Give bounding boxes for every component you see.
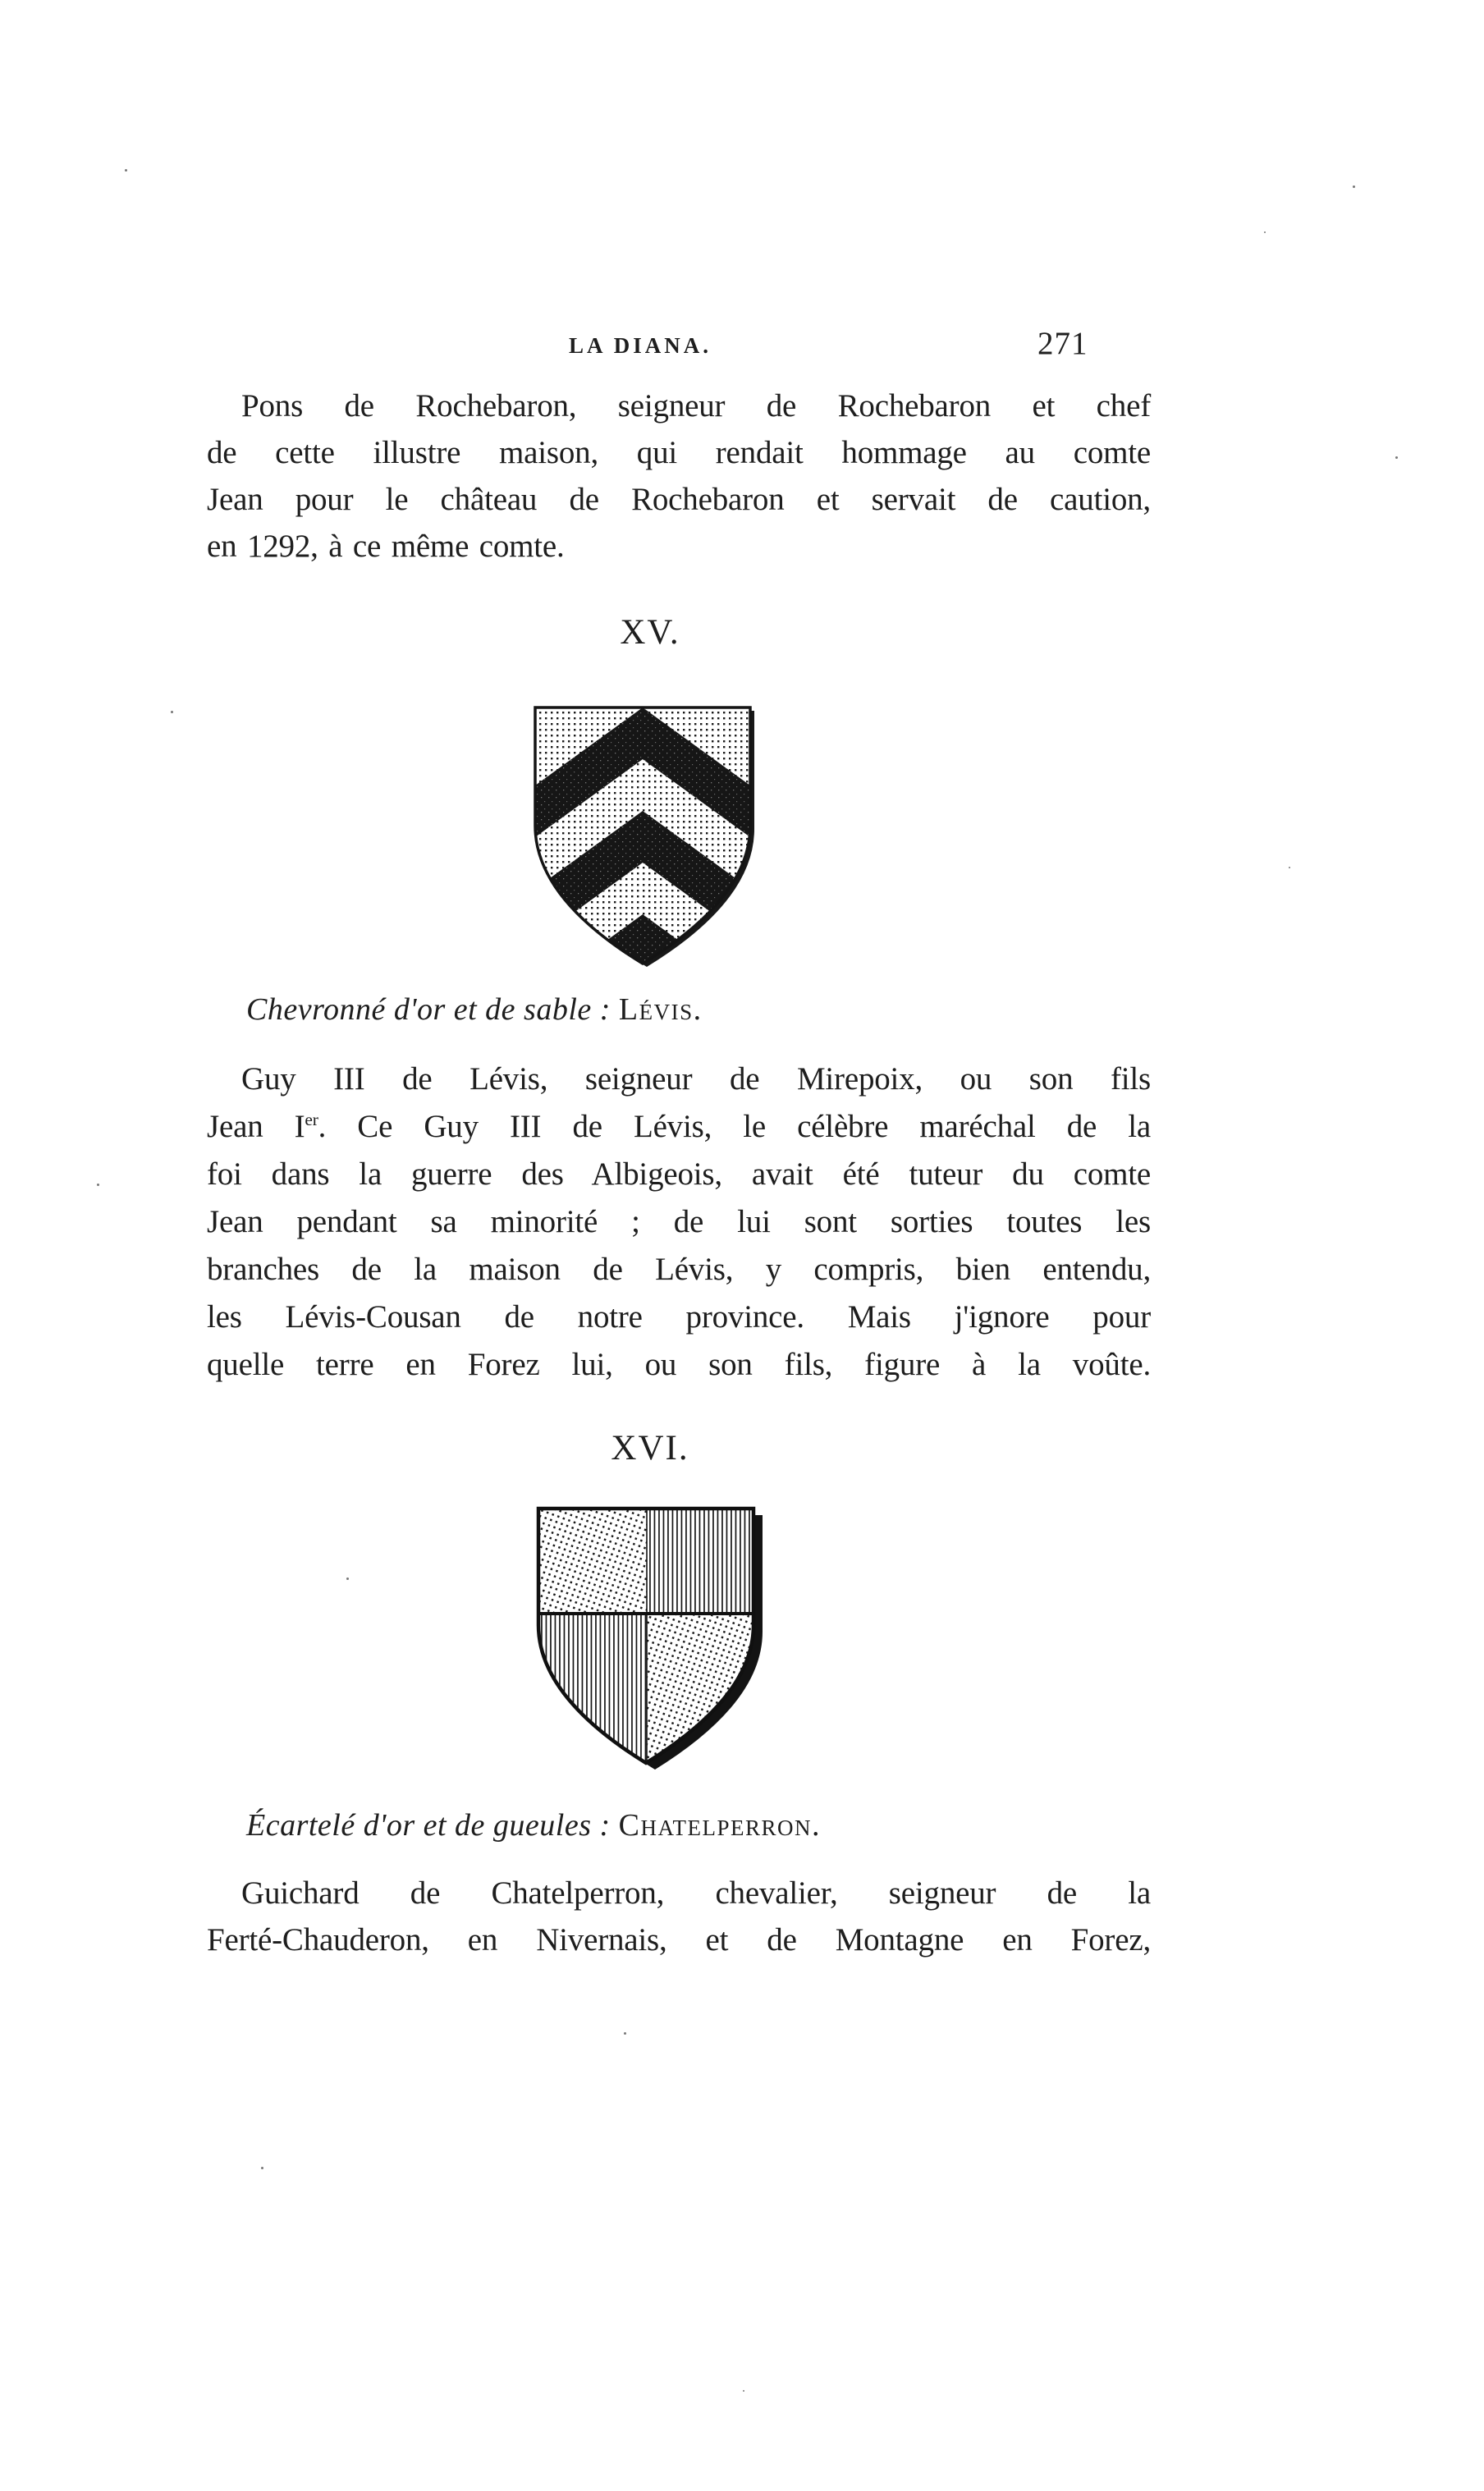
section-heading-xv: XV. [620,613,680,652]
text-line: Jean pendant sa minorité ; de lui sont sorties toutes les [207,1204,1151,1239]
text-line: foi dans la guerre des Albigeois, avait été tuteur du comte [207,1156,1151,1192]
paragraph-rochebaron [207,382,1151,570]
levis-shield-illustration [532,704,760,975]
scan-speck [1289,867,1290,868]
scan-speck [97,1184,99,1186]
text-segment: . Ce Guy III de Lévis, le célèbre maréchal de la [318,1109,1151,1144]
scan-speck [346,1577,349,1580]
chatelperron-shield-illustration [535,1505,768,1779]
family-name: Lévis. [618,992,703,1027]
text-line: quelle terre en Forez lui, ou son fils, figure à la voûte. [207,1347,1151,1382]
scan-speck [171,711,173,713]
blazon-text: Écartelé d'or et de gueules : [246,1808,619,1843]
scan-speck [743,2390,744,2392]
caption-chatelperron [246,1807,821,1843]
text-line: les Lévis-Cousan de notre province. Mais j'ignore pour [207,1299,1151,1335]
text-line: Guy III de Lévis, seigneur de Mirepoix, ou son fils [241,1061,1151,1097]
text-line: de cette illustre maison, qui rendait hommage au comte [207,435,1151,470]
family-name: Chatelperron. [618,1808,822,1843]
scan-speck [624,2032,626,2035]
text-line [207,1103,1151,1151]
section-heading-xvi: XVI. [611,1429,689,1468]
scan-speck [1353,185,1355,188]
paragraph-chatelperron [207,1870,1151,1963]
page-number: 271 [1037,326,1088,361]
paragraph-levis [207,1055,1151,1389]
scan-speck [125,169,127,172]
text-line: en 1292, à ce même comte. [207,529,565,564]
text-line: Jean pour le château de Rochebaron et servait de caution, [207,482,1151,517]
ordinal-superscript: er [305,1110,318,1129]
text-line: Guichard de Chatelperron, chevalier, seigneur de la [241,1875,1151,1911]
text-line: Pons de Rochebaron, seigneur de Rochebaron et chef [241,388,1151,424]
running-title: LA DIANA. [569,333,712,358]
scan-speck [1264,231,1266,233]
scan-speck [1395,456,1398,459]
text-line: Ferté-Chauderon, en Nivernais, et de Montagne en Forez, [207,1922,1151,1958]
text-segment: Jean I [207,1109,305,1144]
text-line: branches de la maison de Lévis, y compris, bien entendu, [207,1252,1151,1287]
caption-levis [246,991,703,1028]
blazon-text: Chevronné d'or et de sable : [246,992,619,1027]
scan-speck [261,2167,263,2169]
